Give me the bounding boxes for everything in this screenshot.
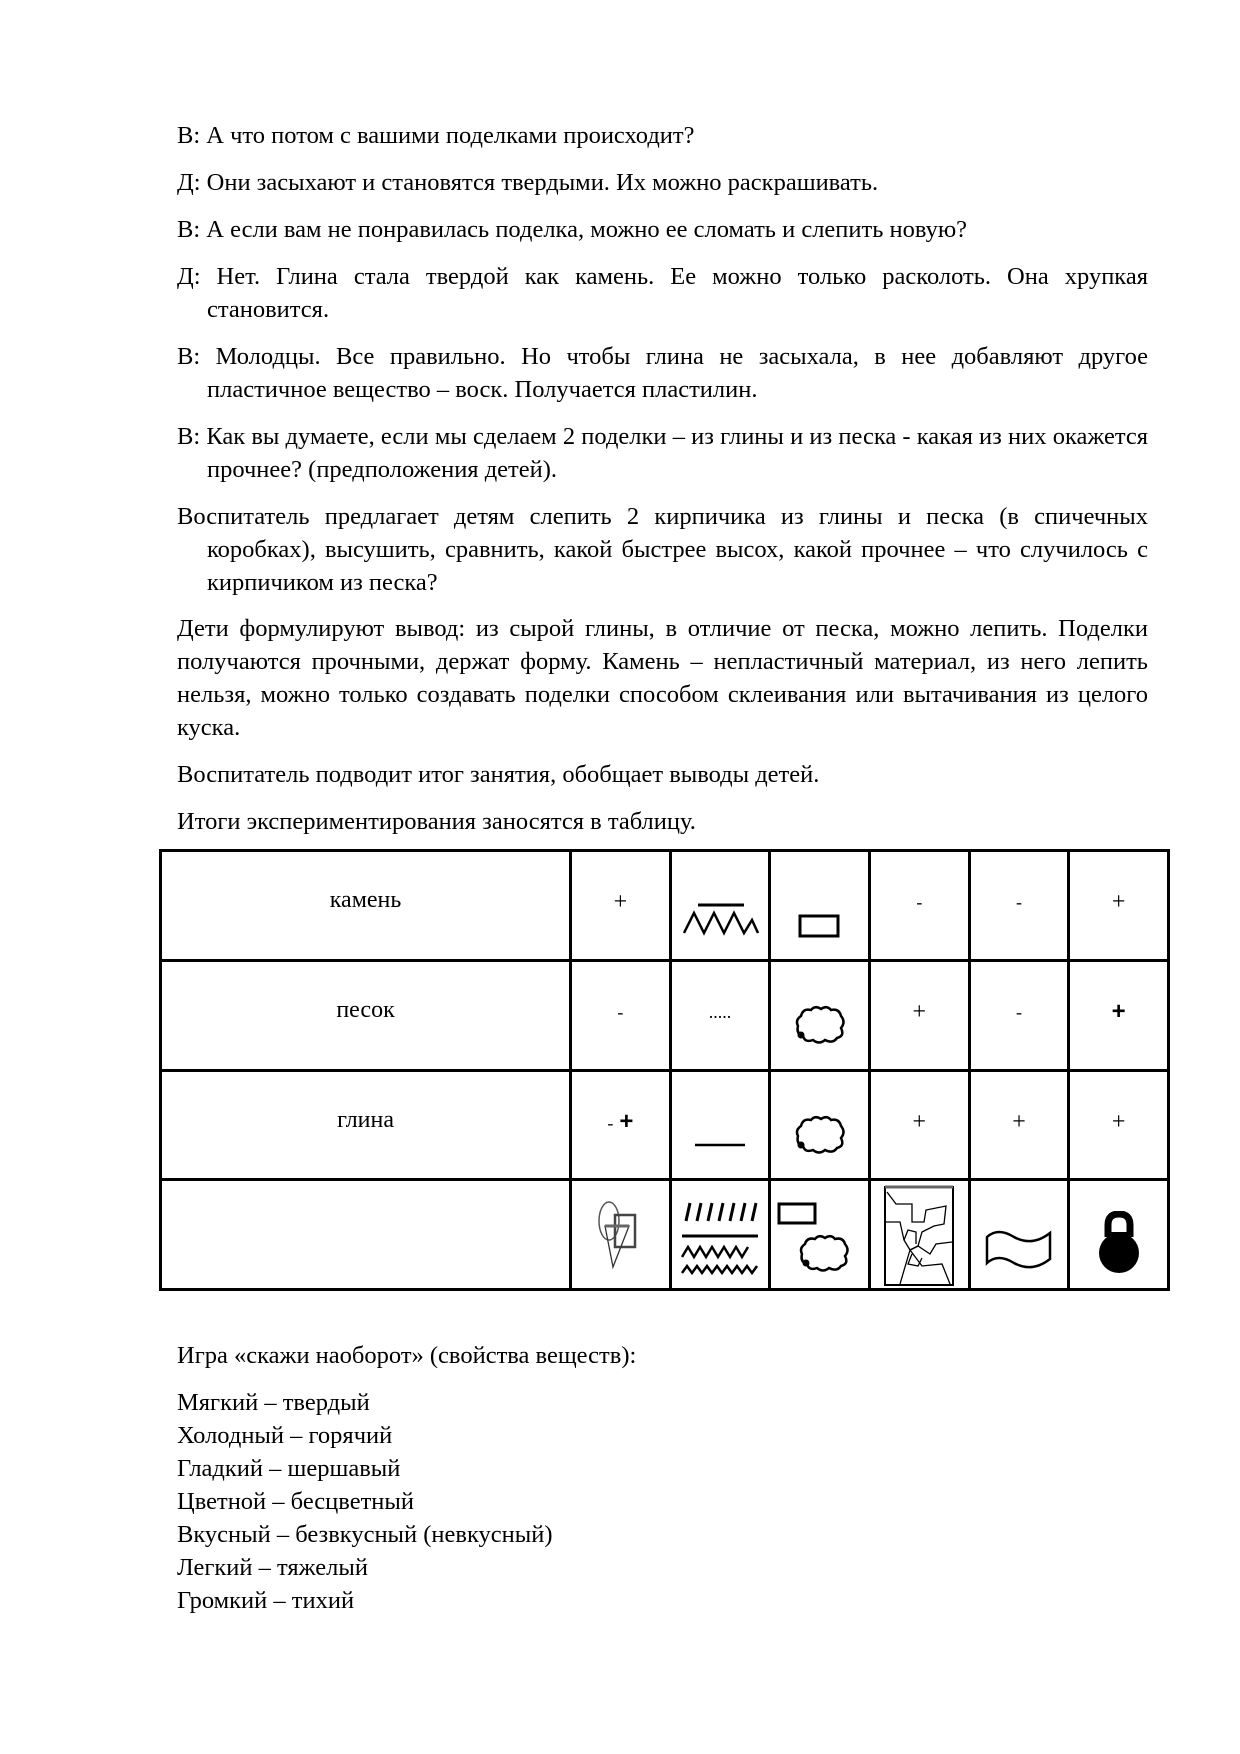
texture-lines-icon: [672, 1199, 769, 1279]
minus-mark: -: [607, 1112, 614, 1133]
game-title: Игра «скажи наоборот» (свойства веществ):: [177, 1342, 637, 1369]
table-cell: [1069, 1180, 1169, 1290]
instruction-paragraph: Воспитатель предлагает детям слепить 2 кирпичика из глины и песка (в спичечных коробках), высушить, сравнить, какой быстрее высох, какой прочнее – что случилось с кирпичиком из песка?: [177, 503, 1148, 596]
plus-mark: +: [619, 1107, 634, 1135]
table-intro-paragraph: Итоги экспериментирования заносятся в таблицу.: [177, 808, 696, 835]
plus-mark: +: [613, 889, 628, 915]
table-cell: [870, 1180, 970, 1290]
table-cell: [670, 1070, 770, 1180]
table-cell: [870, 960, 970, 1070]
row-label: песок: [336, 996, 395, 1023]
rectangle-icon: [771, 914, 868, 938]
table-row-clay: [161, 1070, 1169, 1180]
table-cell: [770, 851, 870, 961]
plus-mark: +: [1012, 1108, 1026, 1135]
flag-wave-icon: [971, 1227, 1068, 1271]
minus-mark: -: [1015, 892, 1022, 912]
cloud-blob-icon: [771, 1004, 868, 1046]
opposite-pair: Холодный – горячий: [177, 1422, 393, 1449]
minus-mark: -: [1015, 1001, 1022, 1022]
table-cell: [770, 1180, 870, 1290]
dialogue-paragraph: В: Молодцы. Все правильно. Но чтобы глина не засыхала, в нее добавляют другое пластичное вещество – воск. Получается пластилин.: [177, 343, 1148, 403]
table-cell: [969, 1070, 1069, 1180]
table-row-stone: [161, 851, 1169, 961]
minus-plus-mark: [572, 1107, 669, 1135]
wave-with-bar-icon: [672, 902, 769, 938]
table-cell: [571, 960, 671, 1070]
line-icon: [672, 1142, 769, 1148]
plus-mark: +: [912, 998, 927, 1025]
dialogue-paragraph: В: А если вам не понравилась поделка, можно ее сломать и слепить новую?: [177, 216, 968, 243]
empty-label-cell: [161, 1180, 571, 1290]
table-cell: [571, 1070, 671, 1180]
dialogue-paragraph: Д: Они засыхают и становятся твердыми. Их можно раскрашивать.: [177, 169, 879, 196]
opposite-pair: Гладкий – шершавый: [177, 1455, 401, 1482]
dialogue-paragraph: В: А что потом с вашими поделками происходит?: [177, 122, 695, 149]
dialogue-paragraph: В: Как вы думаете, если мы сделаем 2 поделки – из глины и из песка - какая из них окажется прочнее? (предположения детей).: [177, 423, 1148, 483]
table-row-sand: [161, 960, 1169, 1070]
opposite-pair: Громкий – тихий: [177, 1587, 355, 1614]
opposite-pair: Цветной – бесцветный: [177, 1488, 414, 1515]
cloud-blob-icon: [771, 1114, 868, 1156]
table-cell: [670, 851, 770, 961]
summary-paragraph: Воспитатель подводит итог занятия, обобщает выводы детей.: [177, 761, 820, 788]
row-label: камень: [329, 887, 402, 913]
experiment-results-table: [159, 849, 1170, 1291]
table-cell: [770, 1070, 870, 1180]
dotted-line-mark: .....: [708, 1001, 732, 1022]
table-cell: [1069, 960, 1169, 1070]
kettlebell-weight-icon: [1070, 1211, 1167, 1275]
plus-mark: +: [1111, 1108, 1126, 1135]
summary-section: [177, 612, 1148, 852]
table-cell: [969, 851, 1069, 961]
plus-mark: +: [912, 1108, 927, 1135]
shapes-overlay-icon: [572, 1199, 669, 1271]
table-cell: [571, 851, 671, 961]
opposites-game-section: [177, 1339, 636, 1617]
table-cell: [770, 960, 870, 1070]
table-cell: [1069, 851, 1169, 961]
table-cell: [870, 851, 970, 961]
row-label-cell: [161, 960, 571, 1070]
plus-mark: +: [1111, 889, 1126, 915]
shape-rectangle-cloud-icon: [771, 1199, 868, 1279]
opposite-pair: Легкий – тяжелый: [177, 1554, 368, 1581]
plus-mark: +: [1111, 997, 1126, 1025]
opposite-pair: Мягкий – твердый: [177, 1389, 370, 1416]
minus-mark: -: [617, 1001, 624, 1022]
table-cell: [670, 960, 770, 1070]
table-cell: [870, 1070, 970, 1180]
row-label-cell: [161, 1070, 571, 1180]
row-label-cell: [161, 851, 571, 961]
conclusion-paragraph: Дети формулируют вывод: из сырой глины, в отличие от песка, можно лепить. Поделки получаются прочными, держат форму. Камень – непластичный материал, из него лепить нельзя, можно только создавать поделки способом склеивания или вытачивания из целого куска.: [177, 615, 1148, 741]
opposite-pair: Вкусный – безвкусный (невкусный): [177, 1521, 553, 1548]
table-row-legend: [161, 1180, 1169, 1290]
table-cell: [670, 1180, 770, 1290]
table-cell: [969, 1180, 1069, 1290]
row-label: глина: [337, 1106, 395, 1133]
cracked-glass-icon: [871, 1184, 968, 1288]
dialogue-section: [177, 119, 1148, 613]
table-cell: [969, 960, 1069, 1070]
table-cell: [571, 1180, 671, 1290]
minus-mark: -: [916, 892, 923, 912]
dialogue-paragraph: Д: Нет. Глина стала твердой как камень. Ее можно только расколоть. Она хрупкая становится.: [177, 263, 1148, 323]
table-cell: [1069, 1070, 1169, 1180]
